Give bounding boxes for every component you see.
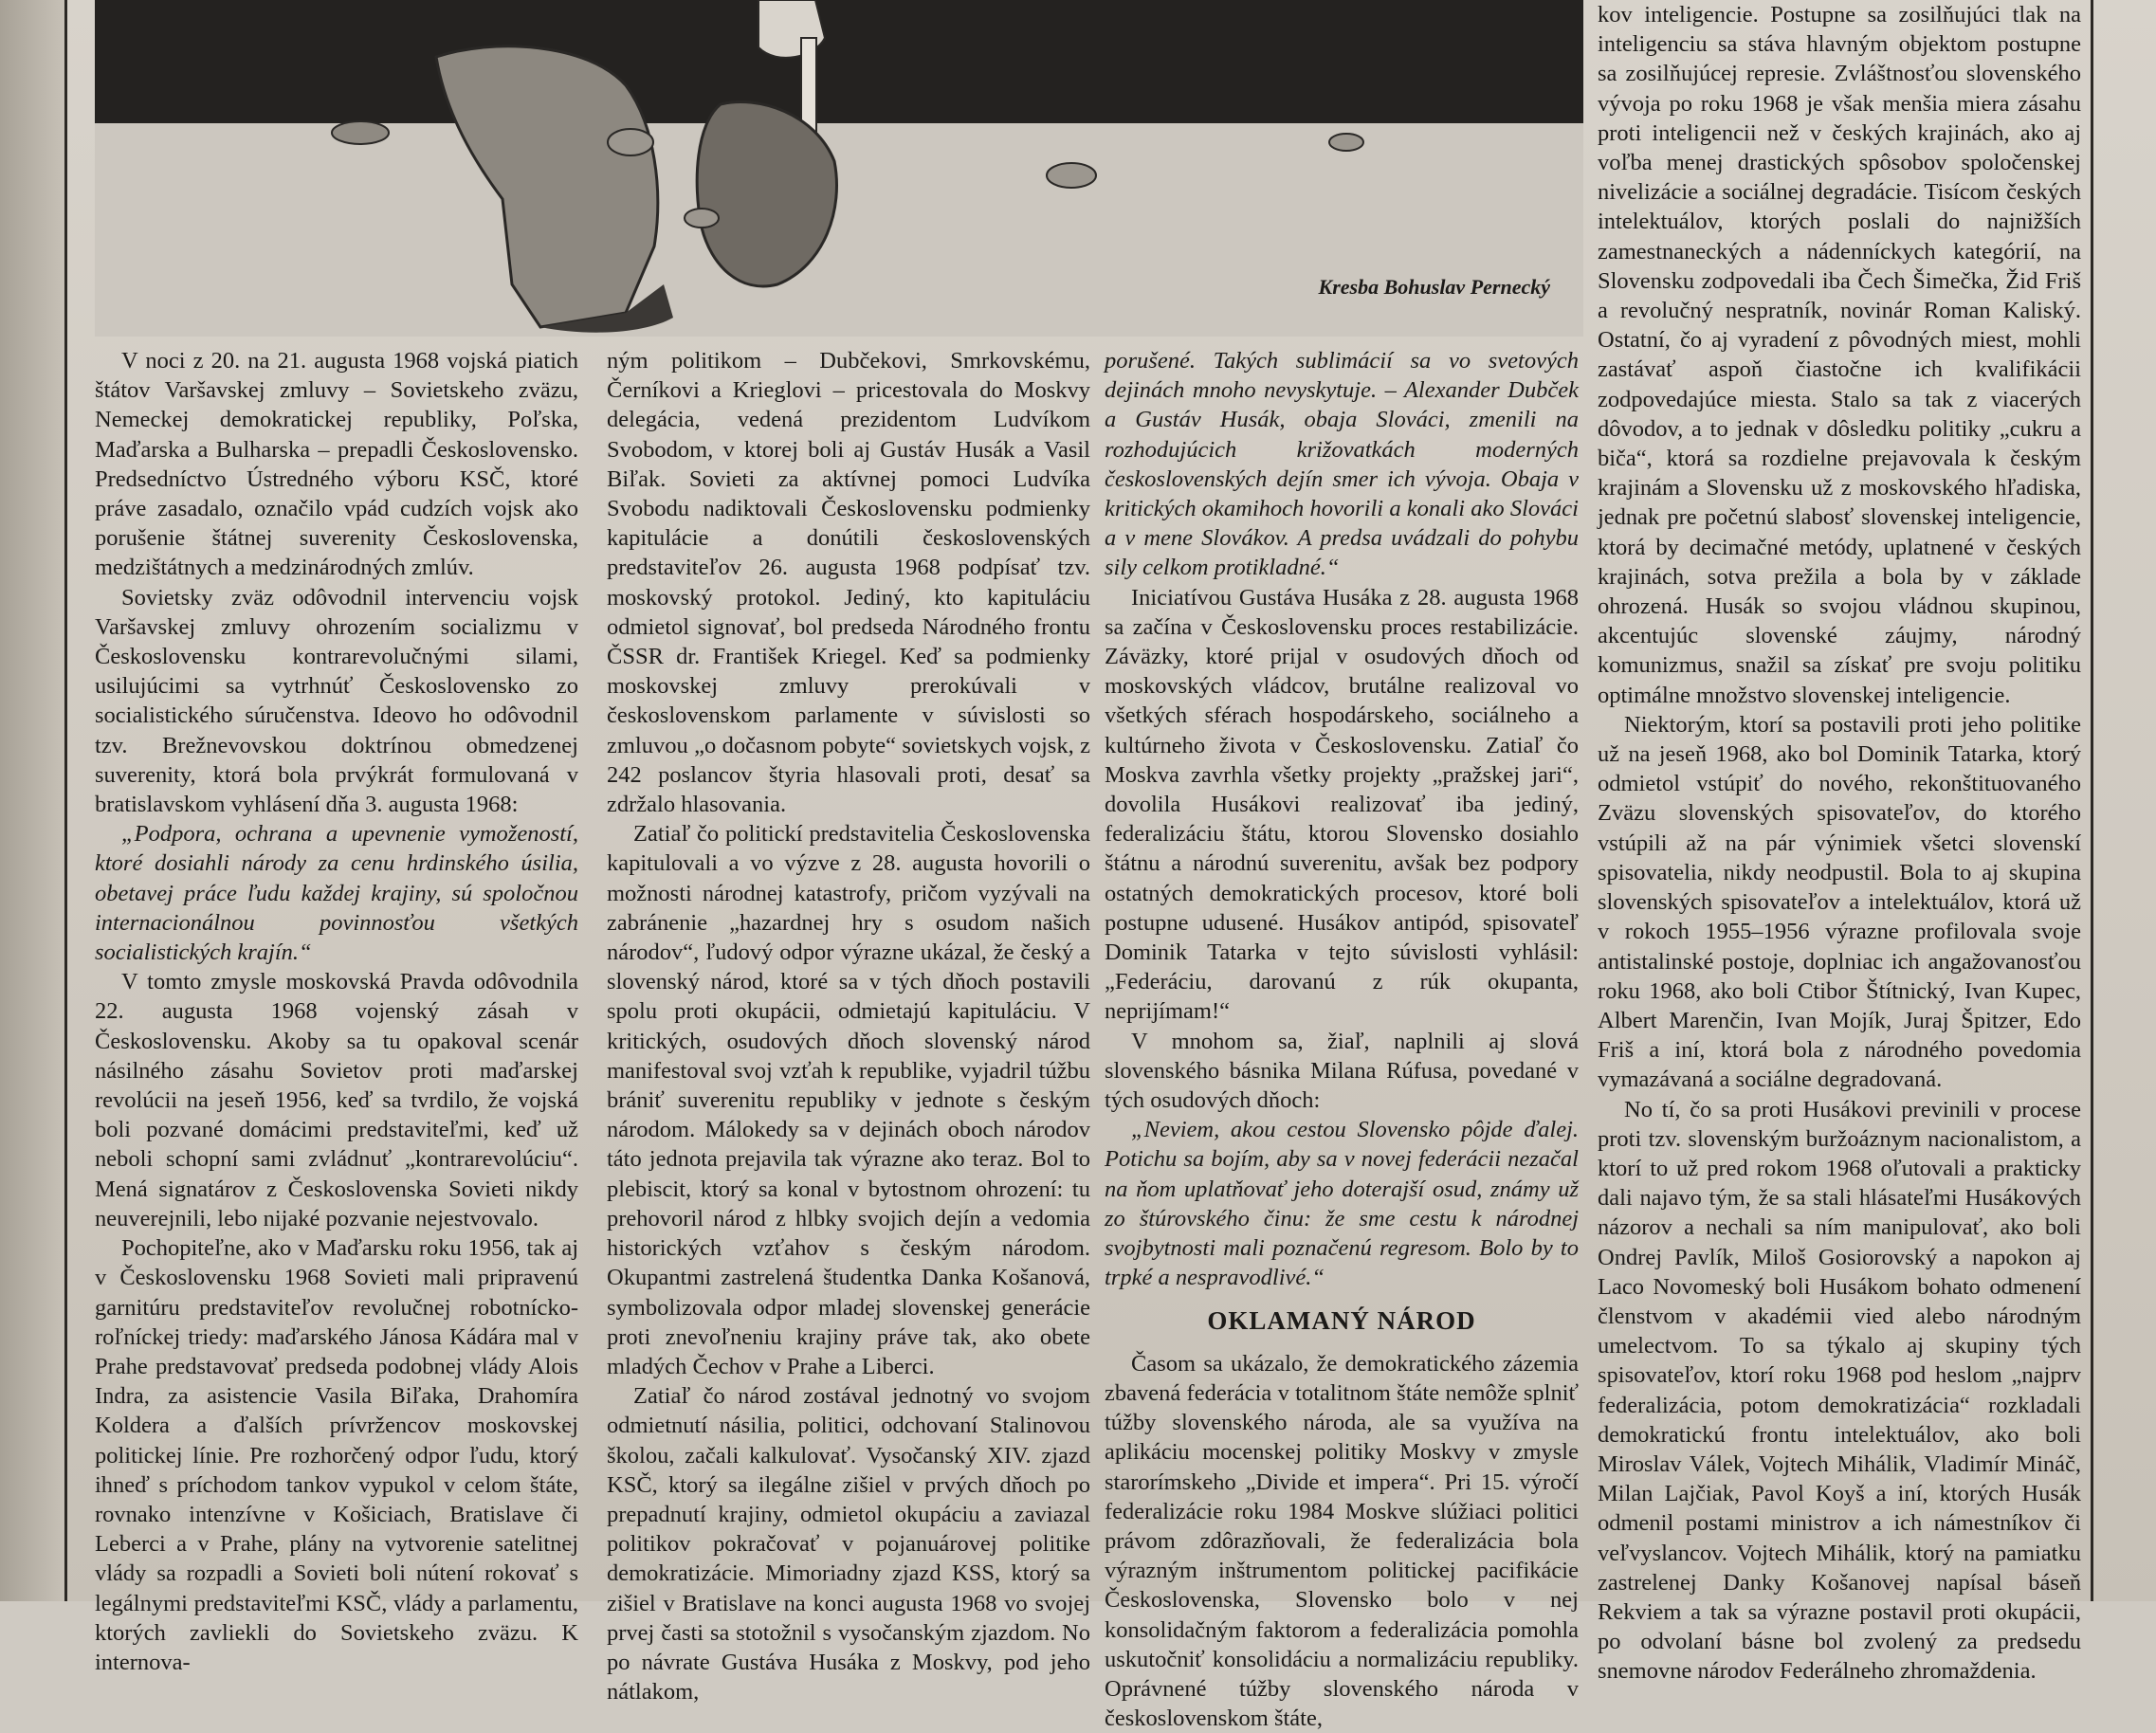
section-heading: OKLAMANÝ NÁROD — [1207, 1305, 1476, 1335]
body-paragraph: Zatiaľ čo politickí predstavitelia Československa kapitulovali a vo výzve z 28. augusta hovorili o možnosti národnej katastrofy, pričom vyzývali na zabránenie „hazardnej hry s osudom našich národov“, ľudový odpor výrazne ukázal, že český a slovenský národ, ktoré sa v tých dňoch postavili spolu proti okupácii, odmietajú kapituláciu. V kritických, osudových dňoch slovenský národ manifestoval svoj vzťah k republike, vyjadril túžbu brániť suverenitu republiky v jednote s českým národom. Málokedy sa v dejinách oboch národov táto jednota prejavila tak výrazne ako teraz. Bol to plebiscit, ktorý sa konal v bytostnom ohrození: tu prehovoril národ z hlbky svojich dejín a vedomia historických vzťahov s českým národom. Okupantmi zastrelená študentka Danka Košanová, symbolizovala odpor mladej slovenskej generácie proti znevoľneniu krajiny práve tak, ako obete mladých Čechov v Prahe a Liberci. — [607, 821, 1090, 1379]
quotation-paragraph: porušené. Takých sublimácií sa vo svetových dejinách mnoho nevyskytuje. – Alexander Dubček a Gustáv Husák, obaja Slováci, zmenili na rozhodujúcich križovatkách moderných československých dejín smer ich vývoja. Obaja v kritických okamihoch hovorili a konali ako Slováci a v mene Slovákov. A predsa uvádzali do pohybu sily celkom protikladné.“ — [1105, 348, 1579, 581]
quotation-paragraph: „Neviem, akou cestou Slovensko pôjde ďalej. Potichu sa bojím, aby sa v novej federácii nezačal na ňom uplatňovať jeho doterajší osud, známy už zo štúrovského činu: že sme cestu k národnej svojbytnosti mali poznačenú regresom. Bolo by to trpké a nespravodlivé.“ — [1105, 1117, 1579, 1291]
body-paragraph: Iniciatívou Gustáva Husáka z 28. augusta 1968 sa začína v Československu proces restabilizácie. Záväzky, ktoré prijal v osudových dňoch od moskovských vládcov, brutálne realizoval vo všetkých sférach hospodárskeho, sociálneho a kultúrneho života v Československu. Zatiaľ čo Moskva zavrhla všetky projekty „pražskej jari“, dovolila Husákovi realizovať iba jediný, federalizáciu štátu, ktorou Slovensko dosiahlo štátnu a národnú suverenitu, avšak bez podpory ostatných demokratických procesov, ktoré boli postupne udusené. Husákov antipód, spisovateľ Dominik Tatarka v tejto súvislosti vyhlásil: „Federáciu, darovanú z rúk okupanta, neprijímam!“ — [1105, 584, 1579, 1025]
stone — [1329, 134, 1363, 151]
illustration-dark-band — [95, 0, 1583, 123]
left-column-rule — [64, 0, 67, 1601]
body-paragraph: V mnohom sa, žiaľ, naplnili aj slová slovenského básnika Milana Rúfusa, povedané v tých osudových dňoch: — [1105, 1028, 1579, 1114]
page-gutter-shadow — [0, 0, 66, 1601]
body-paragraph: Časom sa ukázalo, že demokratického zázemia zbavená federácia v totalitnom štáte nemôže splniť túžby slovenského národa, ale sa využíva na aplikáciu mocenskej politiky Moskvy v zmysle starorímskeho „Divide et impera“. Pri 15. výročí federalizácie roku 1984 Moskve slúžiaci politici právom zdôrazňovali, že federalizácia bola výrazným inštrumentom politickej pacifikácie Československa, Slovensko bolo v nej konsolidačným faktorom a federalizácia pomohla uskutočniť konsolidáciu a normalizáciu republiky. Oprávnené túžby slovenského národa v československom štáte, — [1105, 1350, 1579, 1732]
stone — [608, 129, 653, 155]
body-paragraph: No tí, čo sa proti Husákovi previnili v procese proti tzv. slovenským buržoáznym nacionalistom, a ktorí to už pred rokom 1968 oľutovali a prakticky dali najavo tým, že sa stali hlásateľmi Husákových názorov a nechali sa ním manipulovať, ako boli Ondrej Pavlík, Miloš Gosiorovský a napokon aj Laco Novomeský boli Husákom bohato odmenení členstvom v akadémii vied alebo národným umelectvom. To sa týkalo aj skupiny tých spisovateľov, ktorí roku 1968 pod heslom „najprv federalizácia, potom demokratizácia“ rozkladali demokratickú frontu intelektuálov, ako boli Miroslav Válek, Vojtech Mihálik, Vladimír Mináč, Milan Lajčiak, Pavol Koyš a iní, ktorých Husák odmenil postami ministrov a ich námestníkov či veľvyslancov. Vojtech Mihálik, ktorý na pamiatku zastrelenej Danky Košanovej napísal báseň Rekviem a tak sa výrazne postavil proti okupácii, po odvolaní básne bol zvolený za predsedu snemovne národov Federálneho zhromaždenia. — [1598, 1096, 2081, 1685]
article-column-2 — [607, 346, 1090, 1706]
stone — [685, 209, 719, 228]
body-paragraph: Sovietsky zväz odôvodnil intervenciu vojsk Varšavskej zmluvy ohrozením socializmu v Československu kontrarevolučnými silami, usilujúcimi sa vytrhnúť Československo zo socialistického súručenstva. Ideovo ho odôvodnil tzv. Brežnevovskou doktrínou obmedzenej suverenity, ktorá bola prvýkrát formulovaná v bratislavskom vyhlásení dňa 3. augusta 1968: — [95, 584, 578, 818]
article-column-3 — [1105, 346, 1579, 1732]
body-paragraph: Niektorým, ktorí sa postavili proti jeho politike už na jeseň 1968, ako bol Dominik Tatarka, ktorý odmietol vstúpiť do nového, rekonštituovaného Zväzu slovenských spisovateľov, do ktorého vstúpili až na pár výnimiek všetci slovenskí spisovatelia, nikdy neodpustil. Bola to aj skupina slovenských spisovateľov a intelektuálov, ktorá už v rokoch 1955–1956 výrazne profilovala svoje antistalinské postoje, doplniac ich angažovanosťou roku 1968, ako boli Ctibor Štítnický, Ivan Kupec, Albert Marenčin, Ivan Mojík, Juraj Špitzer, Edo Friš a iní, ktorá bola z národného povedomia vymazávaná a sociálne degradovaná. — [1598, 711, 2081, 1093]
article-column-1 — [95, 346, 578, 1675]
article-column-4 — [1598, 0, 2081, 1685]
illustration-ground — [95, 123, 1583, 337]
quotation-paragraph: „Podpora, ochrana a upevnenie vymožeností, ktoré dosiahli národy za cenu hrdinského úsilia, obetavej práce ľudu každej krajiny, sú spoločnou internacionálnou povinnosťou všetkých socialistických krajín.“ — [95, 821, 578, 966]
illustration-credit: Kresba Bohuslav Pernecký — [1318, 275, 1550, 299]
right-column-rule — [2091, 0, 2093, 1601]
stone — [332, 121, 389, 144]
stone — [1047, 163, 1096, 188]
body-paragraph: Pochopiteľne, ako v Maďarsku roku 1956, tak aj v Československu 1968 Sovieti mali pripravenú garnitúru predstaviteľov revolučnej robotnícko-roľníckej triedy: maďarského Jánosa Kádára mal v Prahe predstavovať predseda podobnej vlády Alois Indra, za asistencie Vasila Biľaka, Drahomíra Koldera a ďalších prívržencov moskovskej politickej línie. Pre rozhorčený odpor ľudu, ktorý ihneď s príchodom tankov vypukol v celom štáte, rovnako intenzívne v Košiciach, Bratislave či Leberci a v Prahe, plány na vytvorenie satelitnej vlády sa rozpadli a Sovieti boli nútení rokovať s legálnymi predstaviteľmi KSČ, vlády a parlamentu, ktorých zavliekli do Sovietskeho zväzu. K internova- — [95, 1235, 578, 1675]
body-paragraph: kov inteligencie. Postupne sa zosilňujúci tlak na inteligenciu sa stáva hlavným objektom postupne sa zosilňujúcej represie. Zvláštnosťou slovenského vývoja po roku 1968 je však menšia miera zásahu proti inteligencii než v českých krajinách, ako aj voľba menej drastických spôsobov spoločenskej nivelizácie a sociálnej degradácie. Tisícom českých intelektuálov, ktorých poslali do najnižších zamestnaneckých a nádenníckych kategórií, na Slovensku zodpovedali iba Čech Šimečka, Žid Friš a revolučný nespratník, novinár Roman Kaliský. Ostatní, čo aj vyradení z pôvodných miest, mohli zastávať aspoň čiastočne ich kvalifikácii zodpovedajúce miesta. Stalo sa tak z viacerých dôvodov, a to jednak v dôsledku politiky „cukru a biča“, ktorá sa rozdielne prejavovala k českým krajinám a Slovensku už z moskovského hľadiska, jednak pre početnú slabosť slovenskej inteligencie, ktorá by decimačné metódy, uplatnené v českých krajinách, sotva prežila a bola by v základe ohrozená. Husák so svojou vládnou skupinou, akcentujúc slovenské záujmy, národný komunizmus, snažil sa získať pre svoju politiku optimálne množstvo slovenskej inteligencie. — [1598, 2, 2081, 708]
body-paragraph: V noci z 20. na 21. augusta 1968 vojská piatich štátov Varšavskej zmluvy – Sovietskeho zväzu, Nemeckej demokratickej republiky, Poľska, Maďarska a Bulharska – prepadli Československo. Predsedníctvo Ústredného výboru KSČ, ktoré práve zasadalo, označilo vpád cudzích vojsk ako porušenie štátnej suverenity Československa, medzištátnych a medzinárodných zmlúv. — [95, 348, 578, 581]
body-paragraph: V tomto zmysle moskovská Pravda odôvodnila 22. augusta 1968 vojenský zásah v Československu. Akoby sa tu opakoval scenár násilného zásahu Sovietov proti maďarskej revolúcii na jeseň 1956, keď sa tvrdilo, že vojská boli pozvané domácimi predstaviteľmi, keď už neboli schopní sami zvládnuť „kontrarevolúciu“. Mená signatárov z Československa Sovieti nikdy neuverejnili, lebo nijaké pozvanie nejestvovalo. — [95, 969, 578, 1231]
body-paragraph: Zatiaľ čo národ zostával jednotný vo svojom odmietnutí násilia, politici, odchovaní Stalinovou školou, začali kalkulovať. Vysočanský XIV. zjazd KSČ, ktorý sa ilegálne zišiel v prvých dňoch po prepadnutí krajiny, odmietol okupáciu a zaviazal politikov pokračovať v pojanuárovej politike demokratizácie. Mimoriadny zjazd KSS, ktorý sa zišiel v Bratislave na konci augusta 1968 vo svojej prvej časti sa stotožnil s vysočanským zjazdom. No po návrate Gustáva Husáka z Moskvy, pod jeho nátlakom, — [607, 1383, 1090, 1706]
body-paragraph: ným politikom – Dubčekovi, Smrkovskému, Černíkovi a Krieglovi – pricestovala do Moskvy delegácia, vedená prezidentom Ludvíkom Svobodom, v ktorej boli aj Gustáv Husák a Vasil Biľak. Sovieti za aktívnej pomoci Ludvíka Svobodu nadiktovali Československu podmienky kapitulácie a donútili československých predstaviteľov 26. augusta 1968 podpísať tzv. moskovský protokol. Jediný, kto kapituláciu odmietol signovať, bol predseda Národného frontu ČSSR dr. František Kriegel. Keď sa podmienky moskovskej zmluvy prerokúvali v československom parlamente v súvislosti so zmluvou „o dočasnom pobyte“ sovietskych vojsk, z 242 poslancov štyria hlasovali proti, desať sa zdržalo hlasovania. — [607, 348, 1090, 818]
